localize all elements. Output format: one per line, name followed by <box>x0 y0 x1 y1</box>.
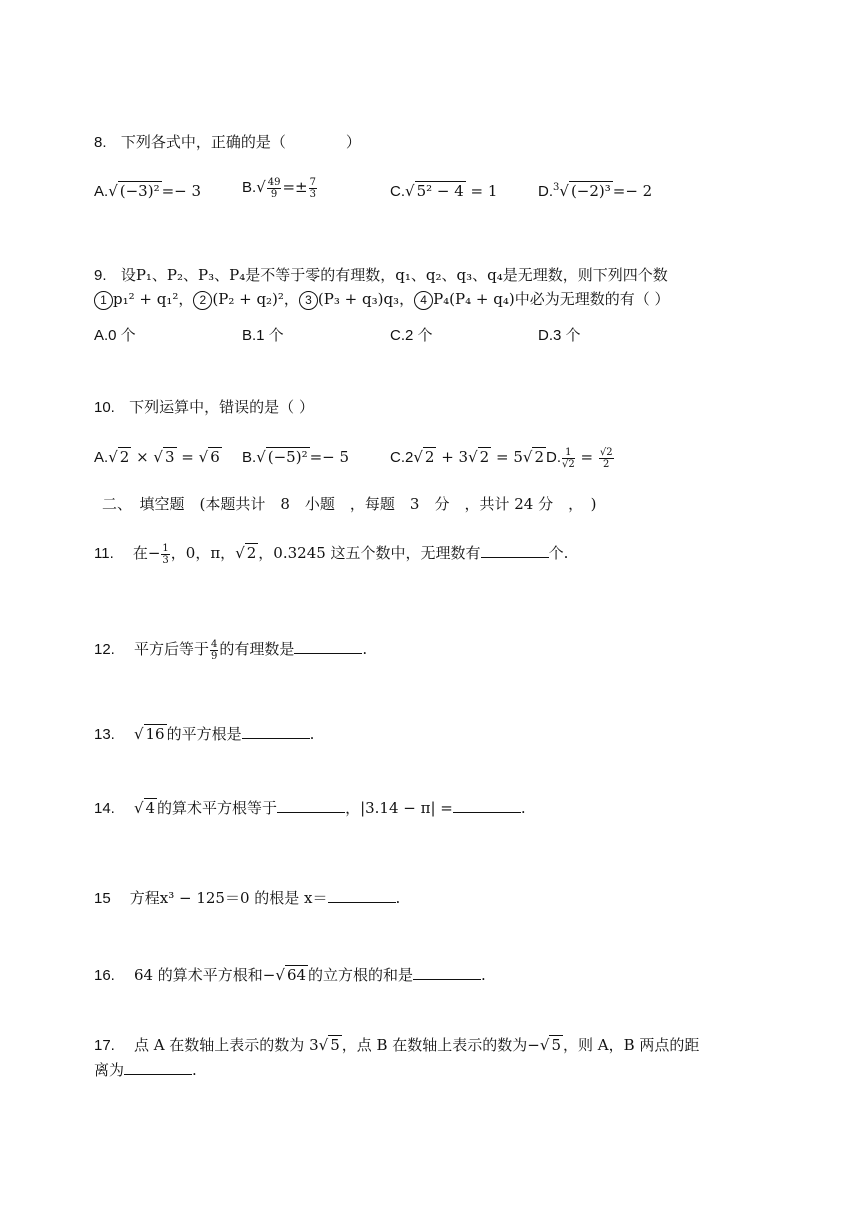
sqrt-expression: √ 2 <box>413 448 435 466</box>
fraction: $\frac{√2}{2}$ <box>599 446 613 470</box>
sqrt-expression: √ (−5)² <box>256 448 308 466</box>
operator: × <box>131 448 154 466</box>
item-expression: p₁² + q₁²， <box>113 290 194 308</box>
text: 64 的算术平方根和− <box>133 966 276 984</box>
option-a: A.0 个 <box>94 327 136 344</box>
question-12 <box>94 638 367 662</box>
text: 点 A 在数轴上表示的数为 3 <box>133 1036 319 1054</box>
question-9-items <box>94 288 669 310</box>
option-label: A. <box>94 449 109 466</box>
question-13 <box>94 723 314 746</box>
option-label: C.2 <box>390 449 414 466</box>
circled-number-3: 3 <box>299 291 318 310</box>
question-8 <box>94 131 361 154</box>
text: 的平方根是 <box>166 725 242 743</box>
question-16 <box>94 964 486 987</box>
answer-blank[interactable] <box>481 543 549 558</box>
option-d <box>538 180 652 203</box>
question-stem: 设P₁、P₂、P₃、P₄是不等于零的有理数，q₁、q₂、q₃、q₄是无理数，则下列四个数 <box>120 266 668 284</box>
equation-rhs: = 1 <box>465 182 498 200</box>
question-11 <box>94 542 568 566</box>
section-heading: 二、 填空题 (本题共计 8 小题 ，每题 3 分 ，共计 24 分 ， ) <box>102 495 597 513</box>
question-number: 12. <box>94 641 115 658</box>
text: ，则 A，B 两点的距 <box>562 1036 700 1054</box>
equation-rhs: =− 3 <box>161 182 202 200</box>
sqrt-expression: √ 5 <box>539 1036 561 1054</box>
sqrt-expression: √ 16 <box>133 725 165 743</box>
sqrt-expression: √ 2 <box>235 544 257 562</box>
text: ，点 B 在数轴上表示的数为− <box>341 1036 540 1054</box>
option-a <box>94 180 201 203</box>
text: 的算术平方根等于 <box>157 799 278 817</box>
option-label: C. <box>390 183 405 200</box>
operator: = 5 <box>491 448 523 466</box>
answer-blank[interactable] <box>294 639 362 654</box>
question-number: 17. <box>94 1037 115 1054</box>
answer-blank[interactable] <box>413 965 481 980</box>
text: . <box>481 966 486 984</box>
cbrt-expression: √ (−2)³ <box>559 182 611 200</box>
option-b <box>242 446 349 469</box>
circled-number-2: 2 <box>193 291 212 310</box>
answer-blank[interactable] <box>242 724 310 739</box>
text: 个. <box>548 544 569 562</box>
question-9 <box>94 264 668 287</box>
fraction: $\frac{4}{9}$ <box>210 638 218 662</box>
circled-number-1: 1 <box>94 291 113 310</box>
answer-blank[interactable] <box>277 798 345 813</box>
question-number: 16. <box>94 967 115 984</box>
answer-blank[interactable] <box>124 1060 192 1075</box>
sqrt-expression: √ 2 <box>108 448 130 466</box>
text: 离为 <box>94 1061 125 1079</box>
option-c: C.2 个 <box>390 327 433 344</box>
item-expression: (P₃ + q₃)q₃， <box>317 290 415 308</box>
fraction: $\frac{1}{3}$ <box>162 542 169 566</box>
question-number: 13. <box>94 726 115 743</box>
equation-rhs: =− 5 <box>309 448 350 466</box>
option-label: B. <box>242 449 257 466</box>
equation-rhs: =− 2 <box>612 182 653 200</box>
operator: + 3 <box>436 448 469 466</box>
option-a <box>94 446 222 469</box>
option-label: A. <box>94 183 109 200</box>
question-14 <box>94 797 526 820</box>
root-index: 3 <box>553 182 560 193</box>
text: . <box>309 725 315 743</box>
question-15 <box>94 887 400 910</box>
text: 的有理数是 <box>219 640 295 658</box>
text: . <box>362 640 368 658</box>
question-number: 8. <box>94 134 107 151</box>
sqrt-expression: √ 64 <box>275 966 307 984</box>
text: . <box>192 1061 197 1079</box>
text: 的立方根的和是 <box>308 966 414 984</box>
sqrt-expression: √ 3 <box>153 448 175 466</box>
answer-blank[interactable] <box>453 798 521 813</box>
text: 方程x³ − 125＝0 的根是 x＝ <box>129 889 328 907</box>
text: 在− <box>132 544 161 562</box>
sqrt-expression: √ (−3)² <box>108 182 160 200</box>
circled-number-4: 4 <box>414 291 433 310</box>
answer-blank[interactable] <box>328 888 396 903</box>
item-expression: (P₂ + q₂)²， <box>212 290 299 308</box>
sqrt-expression: √ $\frac{49}{9}$ <box>256 176 281 200</box>
text: 平方后等于 <box>133 640 209 658</box>
sqrt-expression: √ 5² − 4 <box>405 182 464 200</box>
equation-rhs: =± <box>282 178 308 196</box>
text: . <box>520 799 526 817</box>
option-label: D. <box>538 183 553 200</box>
question-stem: 下列运算中，错误的是（ ） <box>129 398 314 416</box>
sqrt-expression: √ 6 <box>198 448 220 466</box>
fraction: $\frac{49}{9}$ <box>267 176 281 200</box>
question-stem: 下列各式中，正确的是（ ） <box>120 133 361 151</box>
option-d: D.3 个 <box>538 327 581 344</box>
option-label: D. <box>545 449 561 466</box>
item-expression: P₄(P₄ + q₄)中必为无理数的有（ ） <box>433 290 670 308</box>
sqrt-expression: √ 4 <box>133 799 156 817</box>
option-c <box>390 180 497 203</box>
question-17-continued <box>94 1059 197 1081</box>
operator: = <box>575 448 598 466</box>
question-17 <box>94 1034 699 1057</box>
option-label: B. <box>242 179 257 196</box>
question-number: 11. <box>94 545 114 562</box>
sqrt-expression: √ 2 <box>468 448 490 466</box>
question-10 <box>94 396 314 419</box>
question-number: 14. <box>94 800 115 817</box>
text: ，0.3245 这五个数中，无理数有 <box>258 544 481 562</box>
sqrt-expression: √ 2 <box>522 448 544 466</box>
option-c <box>390 446 615 470</box>
option-b: B.1 个 <box>242 327 284 344</box>
question-number: 10. <box>94 399 115 416</box>
question-number: 15 <box>94 890 111 907</box>
text: ，|3.14 − π| = <box>345 799 453 817</box>
text: . <box>395 889 401 907</box>
fraction: $\frac{1}{√2}$ <box>561 446 575 470</box>
option-b <box>242 176 318 200</box>
fraction: $\frac{7}{3}$ <box>309 176 316 200</box>
operator: = <box>176 448 199 466</box>
question-number: 9. <box>94 267 107 284</box>
text: ，0，π， <box>170 544 236 562</box>
sqrt-expression: √ 5 <box>318 1036 340 1054</box>
